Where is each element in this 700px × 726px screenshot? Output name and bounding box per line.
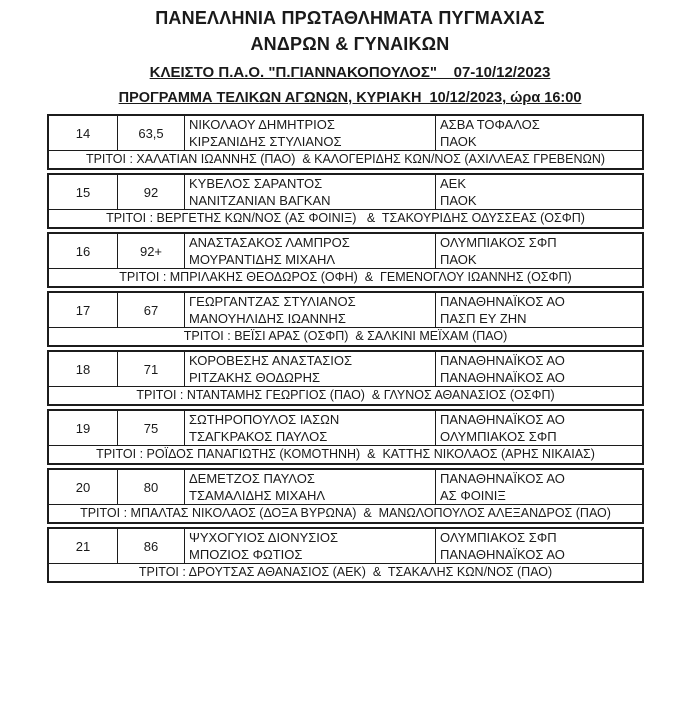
match-block bbox=[47, 468, 644, 524]
boxer1-club: ΠΑΝΑΘΗΝΑΪΚΟΣ ΑΟ bbox=[440, 471, 565, 486]
third-place-row: ΤΡΙΤΟΙ : ΜΠΡΙΛΑΚΗΣ ΘΕΟΔΩΡΟΣ (ΟΦΗ) & ΓΕΜΕΝΟΓΛΟΥ ΙΩΑΝΝΗΣ (ΟΣΦΠ) bbox=[49, 268, 642, 286]
boxer1-name: ΓΕΩΡΓΑΝΤΖΑΣ ΣΤΥΛΙΑΝΟΣ bbox=[189, 294, 356, 309]
boxers-column bbox=[185, 352, 436, 386]
match-block bbox=[47, 173, 644, 229]
finals-schedule-table bbox=[47, 114, 644, 583]
boxer1-club: ΑΕΚ bbox=[440, 176, 467, 191]
weight-category: 71 bbox=[118, 352, 185, 386]
match-number: 17 bbox=[49, 293, 118, 327]
boxers-column bbox=[185, 411, 436, 445]
boxers-column bbox=[185, 293, 436, 327]
match-number: 19 bbox=[49, 411, 118, 445]
weight-category: 67 bbox=[118, 293, 185, 327]
boxer2-name: ΜΑΝΟΥΗΛΙΔΗΣ ΙΩΑΝΝΗΣ bbox=[189, 311, 346, 326]
clubs-column bbox=[436, 470, 642, 504]
match-block bbox=[47, 350, 644, 406]
match-main-row bbox=[49, 352, 642, 386]
boxers-column bbox=[185, 116, 436, 150]
clubs-column bbox=[436, 352, 642, 386]
weight-category: 63,5 bbox=[118, 116, 185, 150]
clubs-column bbox=[436, 116, 642, 150]
match-main-row bbox=[49, 470, 642, 504]
page-title-line2: ΑΝΔΡΩΝ & ΓΥΝΑΙΚΩΝ bbox=[250, 34, 450, 54]
match-main-row bbox=[49, 234, 642, 268]
boxer2-name: ΜΟΥΡΑΝΤΙΔΗΣ ΜΙΧΑΗΛ bbox=[189, 252, 336, 267]
boxers-column bbox=[185, 175, 436, 209]
boxers-column bbox=[185, 234, 436, 268]
boxer1-club: ΠΑΝΑΘΗΝΑΪΚΟΣ ΑΟ bbox=[440, 353, 565, 368]
match-block bbox=[47, 114, 644, 170]
boxer1-club: ΑΣΒΑ ΤΟΦΑΛΟΣ bbox=[440, 117, 540, 132]
match-number: 15 bbox=[49, 175, 118, 209]
boxer1-club: ΟΛΥΜΠΙΑΚΟΣ ΣΦΠ bbox=[440, 530, 557, 545]
boxer1-name: ΚΥΒΕΛΟΣ ΣΑΡΑΝΤΟΣ bbox=[189, 176, 323, 191]
boxers-column bbox=[185, 529, 436, 563]
match-block bbox=[47, 291, 644, 347]
page-title-line1: ΠΑΝΕΛΛΗΝΙΑ ΠΡΩΤΑΘΛΗΜΑΤΑ ΠΥΓΜΑΧΙΑΣ bbox=[155, 8, 545, 28]
match-main-row bbox=[49, 529, 642, 563]
boxer2-club: ΠΑΣΠ ΕΥ ΖΗΝ bbox=[440, 311, 527, 326]
match-block bbox=[47, 527, 644, 583]
weight-category: 75 bbox=[118, 411, 185, 445]
match-block bbox=[47, 232, 644, 288]
third-place-row: ΤΡΙΤΟΙ : ΡΟΪΔΟΣ ΠΑΝΑΓΙΩΤΗΣ (ΚΟΜΟΤΗΝΗ) & ΚΑΤΤΗΣ ΝΙΚΟΛΑΟΣ (ΑΡΗΣ ΝΙΚΑΙΑΣ) bbox=[49, 445, 642, 463]
match-main-row bbox=[49, 175, 642, 209]
venue-and-dates: ΚΛΕΙΣΤΟ Π.Α.Ο. "Π.ΓΙΑΝΝΑΚΟΠΟΥΛΟΣ" 07-10/12/2023 bbox=[149, 64, 551, 81]
match-main-row bbox=[49, 116, 642, 150]
boxer2-club: ΟΛΥΜΠΙΑΚΟΣ ΣΦΠ bbox=[440, 429, 557, 444]
boxer1-club: ΠΑΝΑΘΗΝΑΪΚΟΣ ΑΟ bbox=[440, 412, 565, 427]
program-subtitle: ΠΡΟΓΡΑΜΜΑ ΤΕΛΙΚΩΝ ΑΓΩΝΩΝ, ΚΥΡΙΑΚΗ 10/12/2023, ώρα 16:00 bbox=[118, 90, 582, 106]
third-place-row: ΤΡΙΤΟΙ : ΔΡΟΥΤΣΑΣ ΑΘΑΝΑΣΙΟΣ (ΑΕΚ) & ΤΣΑΚΑΛΗΣ ΚΩΝ/ΝΟΣ (ΠΑΟ) bbox=[49, 563, 642, 581]
match-main-row bbox=[49, 411, 642, 445]
clubs-column bbox=[436, 234, 642, 268]
document-header bbox=[0, 0, 700, 107]
weight-category: 80 bbox=[118, 470, 185, 504]
boxer2-club: ΠΑΝΑΘΗΝΑΪΚΟΣ ΑΟ bbox=[440, 370, 565, 385]
boxer2-name: ΝΑΝΙΤΖΑΝΙΑΝ ΒΑΓΚΑΝ bbox=[189, 193, 331, 208]
third-place-row: ΤΡΙΤΟΙ : ΧΑΛΑΤΙΑΝ ΙΩΑΝΝΗΣ (ΠΑΟ) & ΚΑΛΟΓΕΡΙΔΗΣ ΚΩΝ/ΝΟΣ (ΑΧΙΛΛΕΑΣ ΓΡΕΒΕΝΩΝ) bbox=[49, 150, 642, 168]
boxer1-name: ΝΙΚΟΛΑΟΥ ΔΗΜΗΤΡΙΟΣ bbox=[189, 117, 335, 132]
boxer2-name: ΤΣΑΓΚΡΑΚΟΣ ΠΑΥΛΟΣ bbox=[189, 429, 328, 444]
boxer1-club: ΟΛΥΜΠΙΑΚΟΣ ΣΦΠ bbox=[440, 235, 557, 250]
boxers-column bbox=[185, 470, 436, 504]
match-number: 18 bbox=[49, 352, 118, 386]
boxer2-name: ΜΠΟΖΙΟΣ ΦΩΤΙΟΣ bbox=[189, 547, 303, 562]
match-number: 14 bbox=[49, 116, 118, 150]
boxer2-club: ΠΑΟΚ bbox=[440, 134, 477, 149]
clubs-column bbox=[436, 411, 642, 445]
boxer2-club: ΠΑΟΚ bbox=[440, 193, 477, 208]
boxer2-name: ΤΣΑΜΑΛΙΔΗΣ ΜΙΧΑΗΛ bbox=[189, 488, 326, 503]
boxer2-name: ΡΙΤΖΑΚΗΣ ΘΟΔΩΡΗΣ bbox=[189, 370, 320, 385]
third-place-row: ΤΡΙΤΟΙ : ΜΠΑΛΤΑΣ ΝΙΚΟΛΑΟΣ (ΔΟΞΑ ΒΥΡΩΝΑ) & ΜΑΝΩΛΟΠΟΥΛΟΣ ΑΛΕΞΑΝΔΡΟΣ (ΠΑΟ) bbox=[49, 504, 642, 522]
clubs-column bbox=[436, 175, 642, 209]
third-place-row: ΤΡΙΤΟΙ : ΝΤΑΝΤΑΜΗΣ ΓΕΩΡΓΙΟΣ (ΠΑΟ) & ΓΛΥΝΟΣ ΑΘΑΝΑΣΙΟΣ (ΟΣΦΠ) bbox=[49, 386, 642, 404]
match-number: 16 bbox=[49, 234, 118, 268]
third-place-row: ΤΡΙΤΟΙ : ΒΕΪΣΙ ΑΡΑΣ (ΟΣΦΠ) & ΣΑΛΚΙΝΙ ΜΕΪΧΑΜ (ΠΑΟ) bbox=[49, 327, 642, 345]
boxer1-name: ΑΝΑΣΤΑΣΑΚΟΣ ΛΑΜΠΡΟΣ bbox=[189, 235, 350, 250]
boxer1-name: ΔΕΜΕΤΖΟΣ ΠΑΥΛΟΣ bbox=[189, 471, 315, 486]
boxer2-club: ΠΑΟΚ bbox=[440, 252, 477, 267]
third-place-row: ΤΡΙΤΟΙ : ΒΕΡΓΕΤΗΣ ΚΩΝ/ΝΟΣ (ΑΣ ΦΟΙΝΙΞ) & ΤΣΑΚΟΥΡΙΔΗΣ ΟΔΥΣΣΕΑΣ (ΟΣΦΠ) bbox=[49, 209, 642, 227]
boxer1-name: ΨΥΧΟΓΥΙΟΣ ΔΙΟΝΥΣΙΟΣ bbox=[189, 530, 339, 545]
match-number: 21 bbox=[49, 529, 118, 563]
boxer2-club: ΑΣ ΦΟΙΝΙΞ bbox=[440, 488, 506, 503]
boxer1-club: ΠΑΝΑΘΗΝΑΪΚΟΣ ΑΟ bbox=[440, 294, 565, 309]
boxer2-name: ΚΙΡΣΑΝΙΔΗΣ ΣΤΥΛΙΑΝΟΣ bbox=[189, 134, 342, 149]
boxer1-name: ΚΟΡΟΒΕΣΗΣ ΑΝΑΣΤΑΣΙΟΣ bbox=[189, 353, 353, 368]
match-block bbox=[47, 409, 644, 465]
weight-category: 92 bbox=[118, 175, 185, 209]
match-main-row bbox=[49, 293, 642, 327]
match-number: 20 bbox=[49, 470, 118, 504]
boxer1-name: ΣΩΤΗΡΟΠΟΥΛΟΣ ΙΑΣΩΝ bbox=[189, 412, 340, 427]
boxer2-club: ΠΑΝΑΘΗΝΑΪΚΟΣ ΑΟ bbox=[440, 547, 565, 562]
weight-category: 92+ bbox=[118, 234, 185, 268]
clubs-column bbox=[436, 293, 642, 327]
clubs-column bbox=[436, 529, 642, 563]
weight-category: 86 bbox=[118, 529, 185, 563]
